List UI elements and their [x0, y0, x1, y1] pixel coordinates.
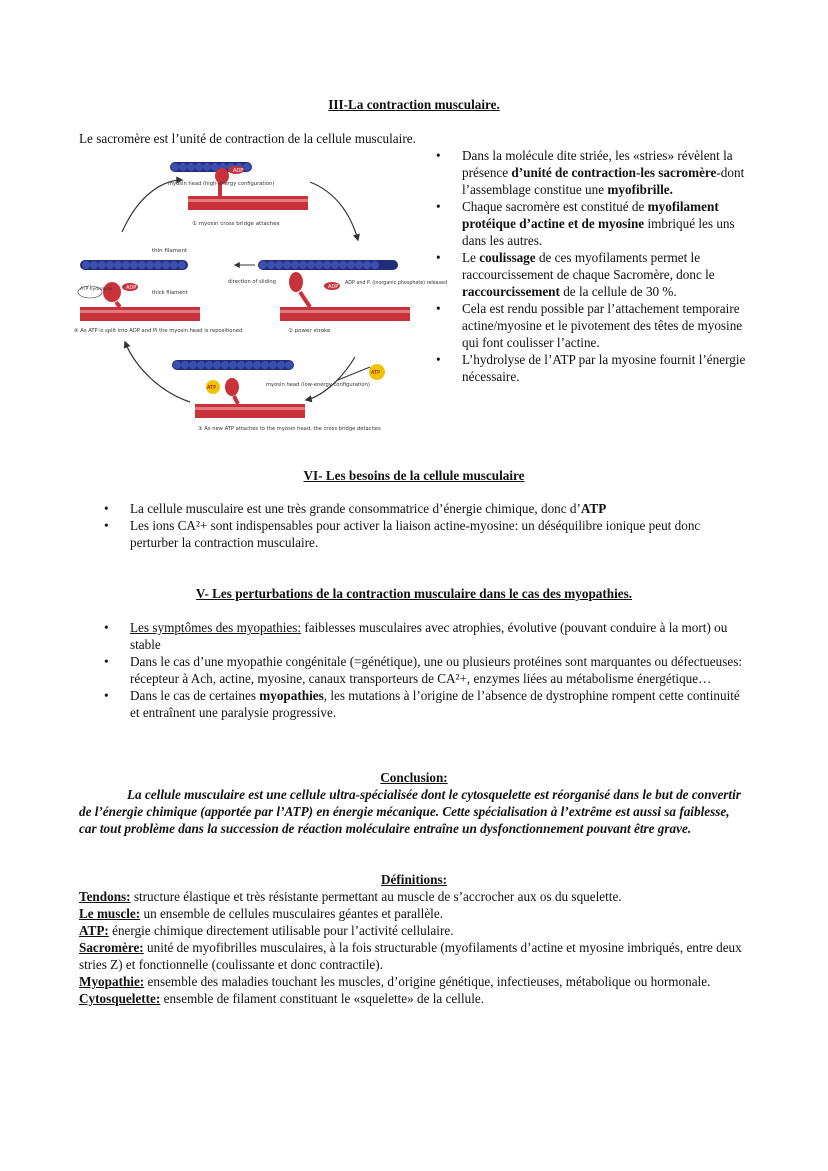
definition-item: Tendons: structure élastique et très résistante permettant au muscle de s’accrocher aux os du squelette.: [79, 889, 622, 904]
definition-item: ATP: énergie chimique directement utilisable pour l’activité cellulaire.: [79, 923, 454, 938]
step2-label: ② power stroke: [288, 328, 331, 334]
list-item: • Chaque sacromère est constitué de myofilament protéique d’actine et de myosine imbriqué les uns dans les autres.: [436, 199, 735, 248]
atp-label: ATP: [207, 385, 217, 391]
list-item: • L’hydrolyse de l’ATP par la myosine fournit l’énergie nécessaire.: [436, 352, 746, 384]
adp-label: ADP: [126, 285, 137, 291]
cross-bridge-cycle-diagram: [70, 152, 448, 440]
panel-step3: [172, 360, 385, 432]
panel-step1: [168, 162, 308, 227]
thick-filament-label: thick filament: [152, 290, 188, 296]
section6-title: VI- Les besoins de la cellule musculaire: [303, 468, 525, 483]
list-item: • Dans le cas d’une myopathie congénitale (=génétique), une ou plusieurs protéines sont marquantes ou défectueuses: récepteur à Ach, actine, myosine, canaux transporteurs de CA²+, enzymes liées au métabolisme énergétique…: [104, 654, 743, 686]
myosin-filament: [195, 404, 305, 418]
myosin-filament: [80, 307, 200, 321]
list-item: • Les symptômes des myopathies: faiblesses musculaires avec atrophies, évolutive (pouvant conduire à la mort) ou stable: [104, 620, 728, 652]
definition-item: Sacromère: unité de myofibrilles musculaires, à la fois structurable (myofilaments d’actine et myosine imbriqués, entre deux stries Z) et fonctionnelle (coulissante et donc contractile).: [79, 940, 742, 972]
cycle-arrow-icon: [122, 180, 182, 232]
conclusion-text: La cellule musculaire est une cellule ultra-spécialisée dont le cytosquelette est réorganisé dans le but de convertir de l’énergie chimique (apportée par l’ATP) en énergie mécanique. Cette spécialisation à l’extrême est aussi sa faiblesse, car tout problème dans la succession de réaction moléculaire entraîne un dysfonctionnement pouvant être grave.: [79, 787, 741, 836]
adp-label: ADP: [233, 168, 244, 174]
cycle-arrow-icon: [306, 357, 355, 400]
myosin-head: [103, 282, 121, 302]
section5-title: V- Les perturbations de la contraction musculaire dans le cas des myopathies.: [195, 586, 633, 601]
atp-hydrolysis-label: ATP hydrolysis: [80, 287, 113, 292]
atp-label: ATP: [371, 370, 381, 376]
section3-intro: Le sacromère est l’unité de contraction de la cellule musculaire.: [79, 131, 416, 146]
list-item: • Le coulissage de ces myofilaments permet le raccourcissement de chaque Sacromère, donc le raccourcissement de la cellule de 30 %.: [436, 250, 715, 299]
conclusion-title: Conclusion:: [380, 770, 448, 785]
section3-title: III-La contraction musculaire.: [328, 97, 500, 112]
panel-step2: [228, 260, 447, 334]
list-item: • Dans le cas de certaines myopathies, les mutations à l’origine de l’absence de dystrophine rompent cette continuité et entraînent une paralysie progressive.: [104, 688, 740, 720]
list-item: • Dans la molécule dite striée, les «stries» révèlent la présence d’unité de contraction-les sacromère-dont l’assemblage constitue une myofibrille.: [436, 148, 745, 197]
definition-item: Cytosquelette: ensemble de filament constituant le «squelette» de la cellule.: [79, 991, 485, 1006]
step3-label: ③ As new ATP attaches to the myosin head, the cross bridge detaches: [198, 426, 381, 432]
section3-bullets: [436, 147, 756, 385]
adp-pi-label: ADP and Pᵢ (inorganic phosphate) released: [345, 281, 448, 286]
definition-item: Myopathie: ensemble des maladies touchant les muscles, d’origine génétique, infectieuses, métabolique ou hormonale.: [79, 974, 711, 989]
myosin-head: [289, 272, 303, 292]
definitions-list: [79, 888, 751, 1007]
cycle-arrow-icon: [125, 342, 190, 402]
myosin-head-high-label: myosin head (high-energy configuration): [168, 181, 275, 187]
section6-bullets: [104, 500, 744, 551]
myosin-filament: [188, 196, 308, 210]
step4-label: ④ As ATP is split into ADP and Pi the myosin head is repositioned: [74, 328, 243, 334]
panel-step4: [74, 248, 242, 334]
list-item: • Cela est rendu possible par l’attachement temporaire actine/myosine et le pivotement des têtes de myosine qui font coulisser l’actine.: [436, 301, 743, 350]
definition-item: Le muscle: un ensemble de cellules musculaires géantes et parallèle.: [79, 906, 443, 921]
step1-label: ① myosin cross bridge attaches: [192, 221, 280, 227]
myosin-filament: [280, 307, 410, 321]
list-item: • Les ions CA²+ sont indispensables pour activer la liaison actine-myosine: un déséquilibre ionique peut donc perturber la contraction musculaire.: [104, 518, 701, 550]
thin-filament-label: thin filament: [152, 248, 188, 254]
list-item: • La cellule musculaire est une très grande consommatrice d’énergie chimique, donc d’ATP: [104, 501, 607, 516]
adp-label: ADP: [328, 284, 339, 290]
cycle-arrow-icon: [310, 182, 358, 240]
section5-bullets: [104, 619, 744, 721]
myosin-head: [225, 378, 239, 396]
myosin-head-low-label: myosin head (low-energy configuration): [266, 382, 370, 388]
direction-label: direction of sliding: [228, 279, 276, 285]
definitions-title: Définitions:: [381, 872, 447, 887]
